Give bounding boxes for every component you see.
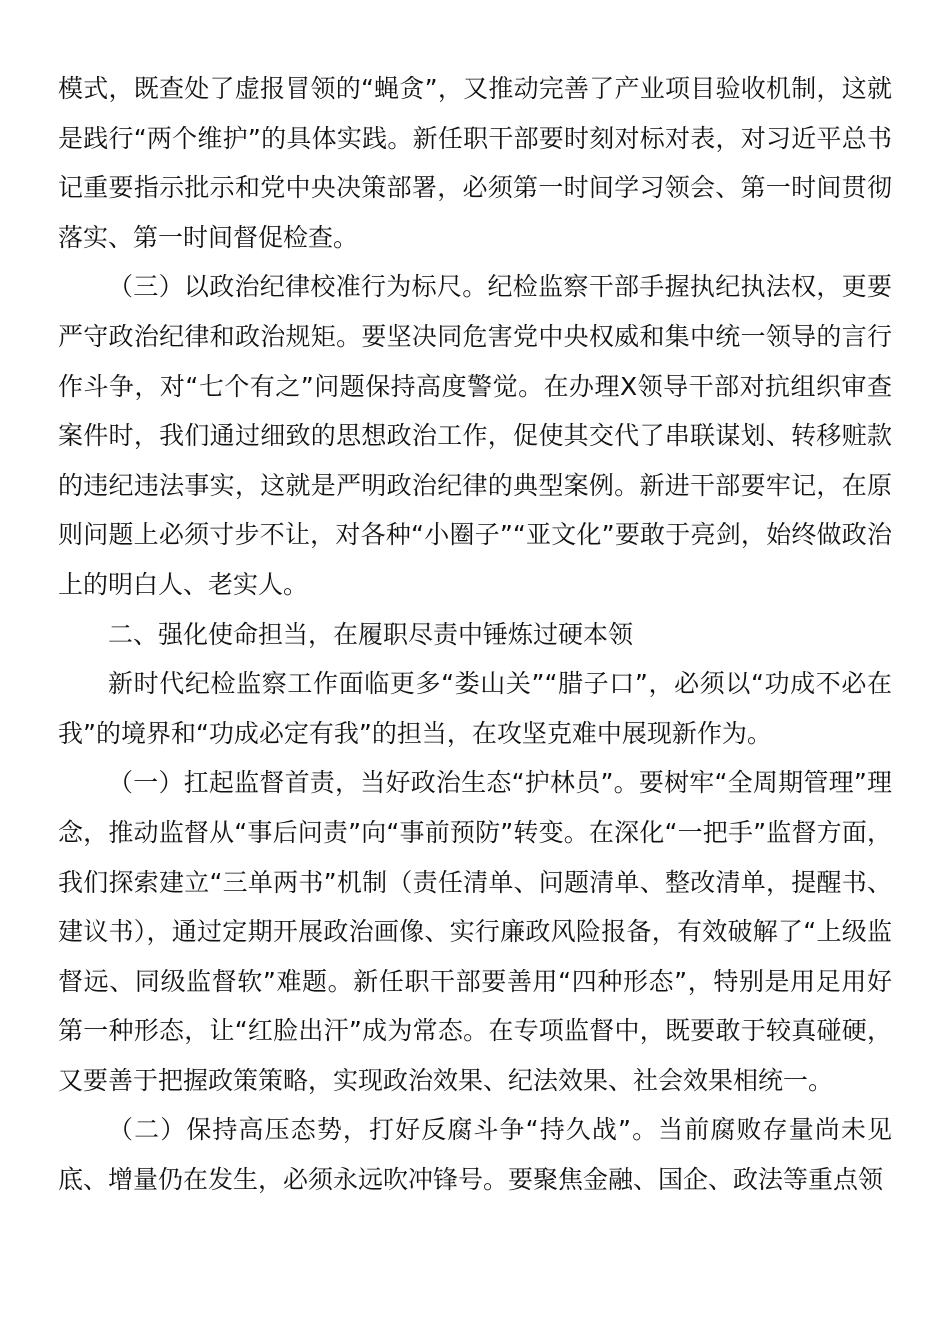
section-heading-two: 二、强化使命担当，在履职尽责中锤炼过硬本领 [108, 619, 634, 649]
document-body [58, 64, 892, 1205]
paragraph-section-three: （三）以政治纪律校准行为标尺。纪检监察干部手握执纪执法权，更要严守政治纪律和政治规矩。要坚决同危害党中央权威和集中统一领导的言行作斗争，对“七个有之”问题保持高度警觉。在办理X领导干部对抗组织审查案件时，我们通过细致的思想政治工作，促使其交代了串联谋划、转移赃款的违纪违法事实，这就是严明政治纪律的典型案例。新进干部要牢记，在原则问题上必须寸步不让，对各种“小圈子”“亚文化”要敢于亮剑，始终做政治上的明白人、老实人。 [58, 272, 892, 599]
paragraph-intro: 新时代纪检监察工作面临更多“娄山关”“腊子口”，必须以“功成不必在我”的境界和“功成必定有我”的担当，在攻坚克难中展现新作为。 [58, 669, 892, 748]
paragraph-subsection-one: （一）扛起监督首责，当好政治生态“护林员”。要树牢“全周期管理”理念，推动监督从“事后问责”向“事前预防”转变。在深化“一把手”监督方面，我们探索建立“三单两书”机制（责任清单、问题清单、整改清单，提醒书、建议书），通过定期开展政治画像、实行廉政风险报备，有效破解了“上级监督远、同级监督软”难题。新任职干部要善用“四种形态”，特别是用足用好第一种形态，让“红脸出汗”成为常态。在专项监督中，既要敢于较真碰硬，又要善于把握政策策略，实现政治效果、纪法效果、社会效果相统一。 [58, 768, 892, 1095]
paragraph-subsection-two: （二）保持高压态势，打好反腐斗争“持久战”。当前腐败存量尚未见底、增量仍在发生，必须永远吹冲锋号。要聚焦金融、国企、政法等重点领 [58, 1115, 892, 1195]
paragraph-continuation: 模式，既查处了虚报冒领的“蝇贪”，又推动完善了产业项目验收机制，这就是践行“两个维护”的具体实践。新任职干部要时刻对标对表，对习近平总书记重要指示批示和党中央决策部署，必须第一时间学习领会、第一时间贯彻落实、第一时间督促检查。 [58, 74, 892, 252]
